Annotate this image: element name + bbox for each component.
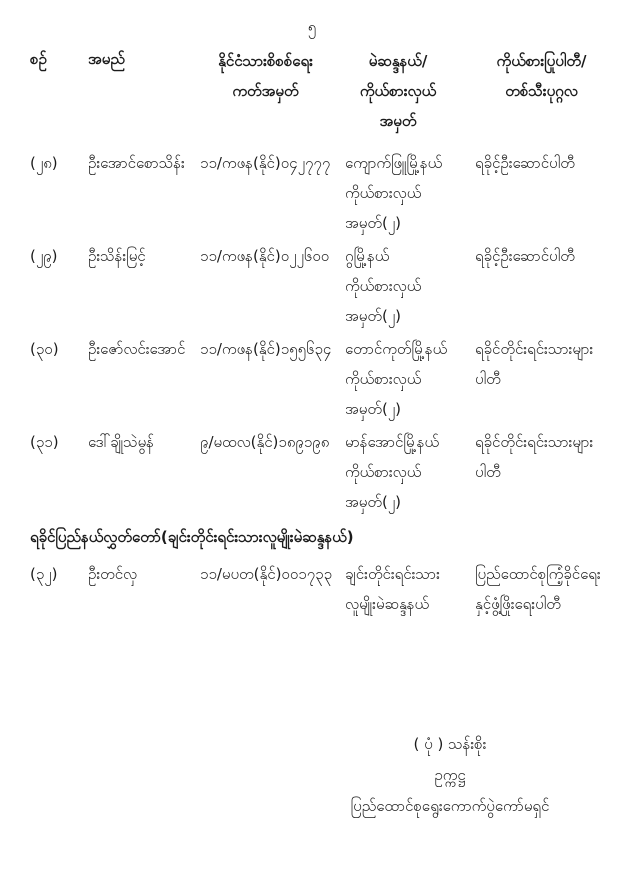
- member-name: ဦးအောင်စောသိန်း: [88, 154, 185, 172]
- cell-line: အမှတ်(၂): [345, 307, 402, 325]
- constituency: [345, 148, 475, 238]
- cell-line: ရခိုင့်ဦးဆောင်ပါတီ: [475, 154, 575, 172]
- member-name: ဦးဇော်လင်းအောင်: [88, 340, 186, 358]
- nrc-number: ၁၁/မပတ(နိုင်)၀၀၁၇၃၃: [200, 565, 333, 583]
- header-party-line1: ကိုယ်စားပြုပါတီ/: [496, 52, 587, 70]
- party: [475, 559, 624, 619]
- cell-line: ရခိုင်တိုင်းရင်းသားများ: [475, 340, 594, 358]
- cell-line: အမှတ်(၂): [345, 400, 402, 418]
- header-nrc-line1: နိုင်ငံသားစိစစ်ရေး: [218, 52, 313, 70]
- cell-line: ကိုယ်စားလှယ်: [345, 370, 422, 388]
- party: [475, 148, 624, 238]
- cell-line: ရခိုင့်ဦးဆောင်ပါတီ: [475, 247, 575, 265]
- header-constituency-line1: မဲဆန္ဒနယ်/: [368, 52, 428, 70]
- nrc-number: ၉/မထလ(နိုင်)၁၈၉၁၉၈: [200, 433, 330, 451]
- cell-line: ရခိုင်တိုင်းရင်းသားများ: [475, 433, 594, 451]
- cell-line: ကျောက်ဖြူမြို့နယ်: [345, 154, 443, 172]
- signature-title: ဥက္ကဋ္ဌ: [434, 766, 466, 784]
- cell-line: ကိုယ်စားလှယ်: [345, 277, 422, 295]
- cell-line: လူမျိုးမဲဆန္ဒနယ်: [345, 595, 430, 613]
- cell-line: မာန်အောင်မြို့နယ်: [345, 433, 440, 451]
- nrc-number: ၁၁/ကဖန(နိုင်)၀၂၂၆၀၀: [200, 247, 330, 265]
- header-constituency: [345, 46, 475, 136]
- row-number: (၂၈): [30, 154, 58, 172]
- signature-organization: ပြည်ထောင်စုရွေးကောက်ပွဲကော်မရှင်: [350, 797, 550, 815]
- cell-line: ပါတီ: [475, 370, 501, 388]
- cell-line: ချင်းတိုင်းရင်းသား: [345, 565, 440, 583]
- party: [475, 427, 624, 517]
- header-party-line2: တစ်သီးပုဂ္ဂလ: [505, 82, 578, 100]
- party: [475, 241, 624, 331]
- table-rows: [30, 148, 620, 517]
- table-row: [30, 427, 620, 517]
- cell-line: အမှတ်(၂): [345, 493, 402, 511]
- signature-block: [300, 729, 600, 822]
- row-number: (၃၁): [30, 433, 59, 451]
- nrc-number: ၁၁/ကဖန(နိုင်)၁၅၅၆၃၄: [200, 340, 332, 358]
- table-header-row: [30, 46, 620, 136]
- table-row: [30, 559, 620, 619]
- mp-table: [30, 46, 620, 619]
- table-row: [30, 241, 620, 331]
- header-nrc: [200, 46, 345, 136]
- header-no: စဉ်: [30, 50, 47, 68]
- constituency: [345, 334, 475, 424]
- cell-line: နှင့်ဖွံ့ဖြိုးရေးပါတီ: [475, 595, 561, 613]
- member-name: ဒေါ်ချိုသဲမွန်: [88, 433, 154, 451]
- row-number: (၃၂): [30, 565, 58, 583]
- nrc-number: ၁၁/ကဖန(နိုင်)၀၄၂၇၇၇: [200, 154, 331, 172]
- member-name: ဦးသိန်းမြင့်: [88, 247, 146, 265]
- cell-line: ပါတီ: [475, 463, 501, 481]
- table-row: [30, 148, 620, 238]
- cell-line: ကိုယ်စားလှယ်: [345, 463, 422, 481]
- cell-line: ပြည်ထောင်စုကြံ့ခိုင်ရေး: [475, 565, 601, 583]
- row-number: (၂၉): [30, 247, 58, 265]
- cell-line: တောင်ကုတ်မြို့နယ်: [345, 340, 448, 358]
- cell-line: ကိုယ်စားလှယ်: [345, 184, 422, 202]
- header-nrc-line2: ကတ်အမှတ်: [232, 82, 299, 100]
- constituency: [345, 241, 475, 331]
- table-row: [30, 334, 620, 424]
- constituency: [345, 427, 475, 517]
- section-table-rows: [30, 559, 620, 619]
- header-party: [475, 46, 624, 136]
- header-name: အမည်: [88, 50, 125, 68]
- page-number: ၅: [307, 18, 317, 36]
- member-name: ဦးတင်လှ: [88, 565, 138, 583]
- row-number: (၃၀): [30, 340, 59, 358]
- header-constituency-line2: ကိုယ်စားလှယ်အမှတ်: [359, 82, 437, 130]
- constituency: [345, 559, 475, 619]
- cell-line: ဂွမြို့နယ်: [345, 247, 390, 265]
- cell-line: အမှတ်(၂): [345, 214, 402, 232]
- party: [475, 334, 624, 424]
- section-header: ရခိုင်ပြည်နယ်လွှတ်တော်(ချင်းတိုင်းရင်းသားလူမျိုးမဲဆန္ဒနယ်): [30, 528, 354, 546]
- signature-name: ( ပုံ ) သန်းစိုး: [413, 735, 487, 753]
